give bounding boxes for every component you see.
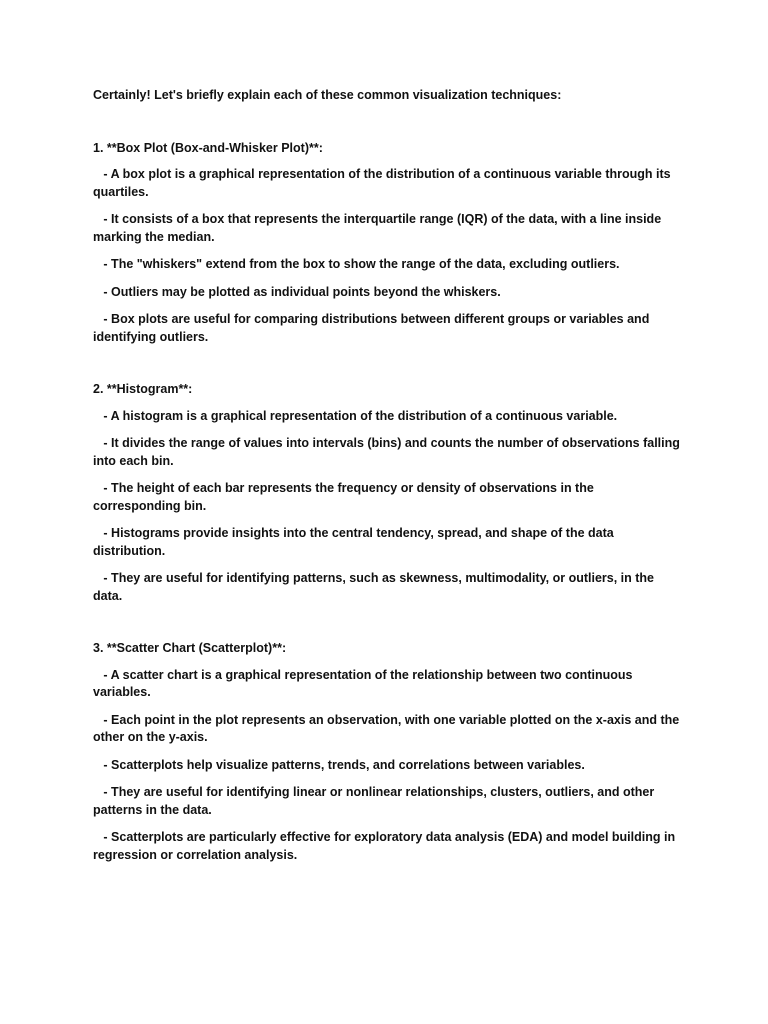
bullet-item: - A scatter chart is a graphical representation of the relationship between two continuous variables. — [93, 667, 636, 699]
section-heading: 1. **Box Plot (Box-and-Whisker Plot)**: — [93, 140, 323, 155]
bullet-item: - A box plot is a graphical representation of the distribution of a continuous variable through its quartiles. — [93, 167, 675, 199]
bullet-item: - It divides the range of values into intervals (bins) and counts the number of observations falling into each bin. — [93, 436, 684, 468]
bullet-item: - Scatterplots are particularly effective for exploratory data analysis (EDA) and model building in regression or correlation analysis. — [93, 830, 679, 862]
bullet-item: - The "whiskers" extend from the box to show the range of the data, excluding outliers. — [93, 257, 620, 271]
section-box-plot — [93, 140, 683, 347]
bullet-item: - The height of each bar represents the frequency or density of observations in the corresponding bin. — [93, 481, 598, 513]
bullet-item: - They are useful for identifying linear or nonlinear relationships, clusters, outliers, and other patterns in the data. — [93, 785, 658, 817]
section-heading: 2. **Histogram**: — [93, 382, 193, 396]
section-scatter-chart — [93, 640, 683, 864]
bullet-item: - Each point in the plot represents an observation, with one variable plotted on the x-axis and the other on the y-axis. — [93, 712, 683, 744]
bullet-item: - Histograms provide insights into the central tendency, spread, and shape of the data distribution. — [93, 526, 618, 558]
section-heading: 3. **Scatter Chart (Scatterplot)**: — [93, 641, 287, 655]
intro-paragraph: Certainly! Let's briefly explain each of these common visualization techniques: — [93, 88, 562, 102]
bullet-item: - Box plots are useful for comparing distributions between different groups or variables and identifying outliers. — [93, 312, 653, 344]
bullet-item: - Scatterplots help visualize patterns, trends, and correlations between variables. — [93, 757, 585, 772]
bullet-item: - It consists of a box that represents the interquartile range (IQR) of the data, with a line inside marking the median. — [93, 212, 665, 244]
bullet-item: - A histogram is a graphical representation of the distribution of a continuous variable. — [93, 408, 618, 423]
bullet-item: - They are useful for identifying patterns, such as skewness, multimodality, or outliers, in the data. — [93, 571, 658, 603]
document-page — [93, 87, 683, 864]
bullet-item: - Outliers may be plotted as individual points beyond the whiskers. — [93, 284, 501, 299]
section-histogram — [93, 381, 683, 605]
